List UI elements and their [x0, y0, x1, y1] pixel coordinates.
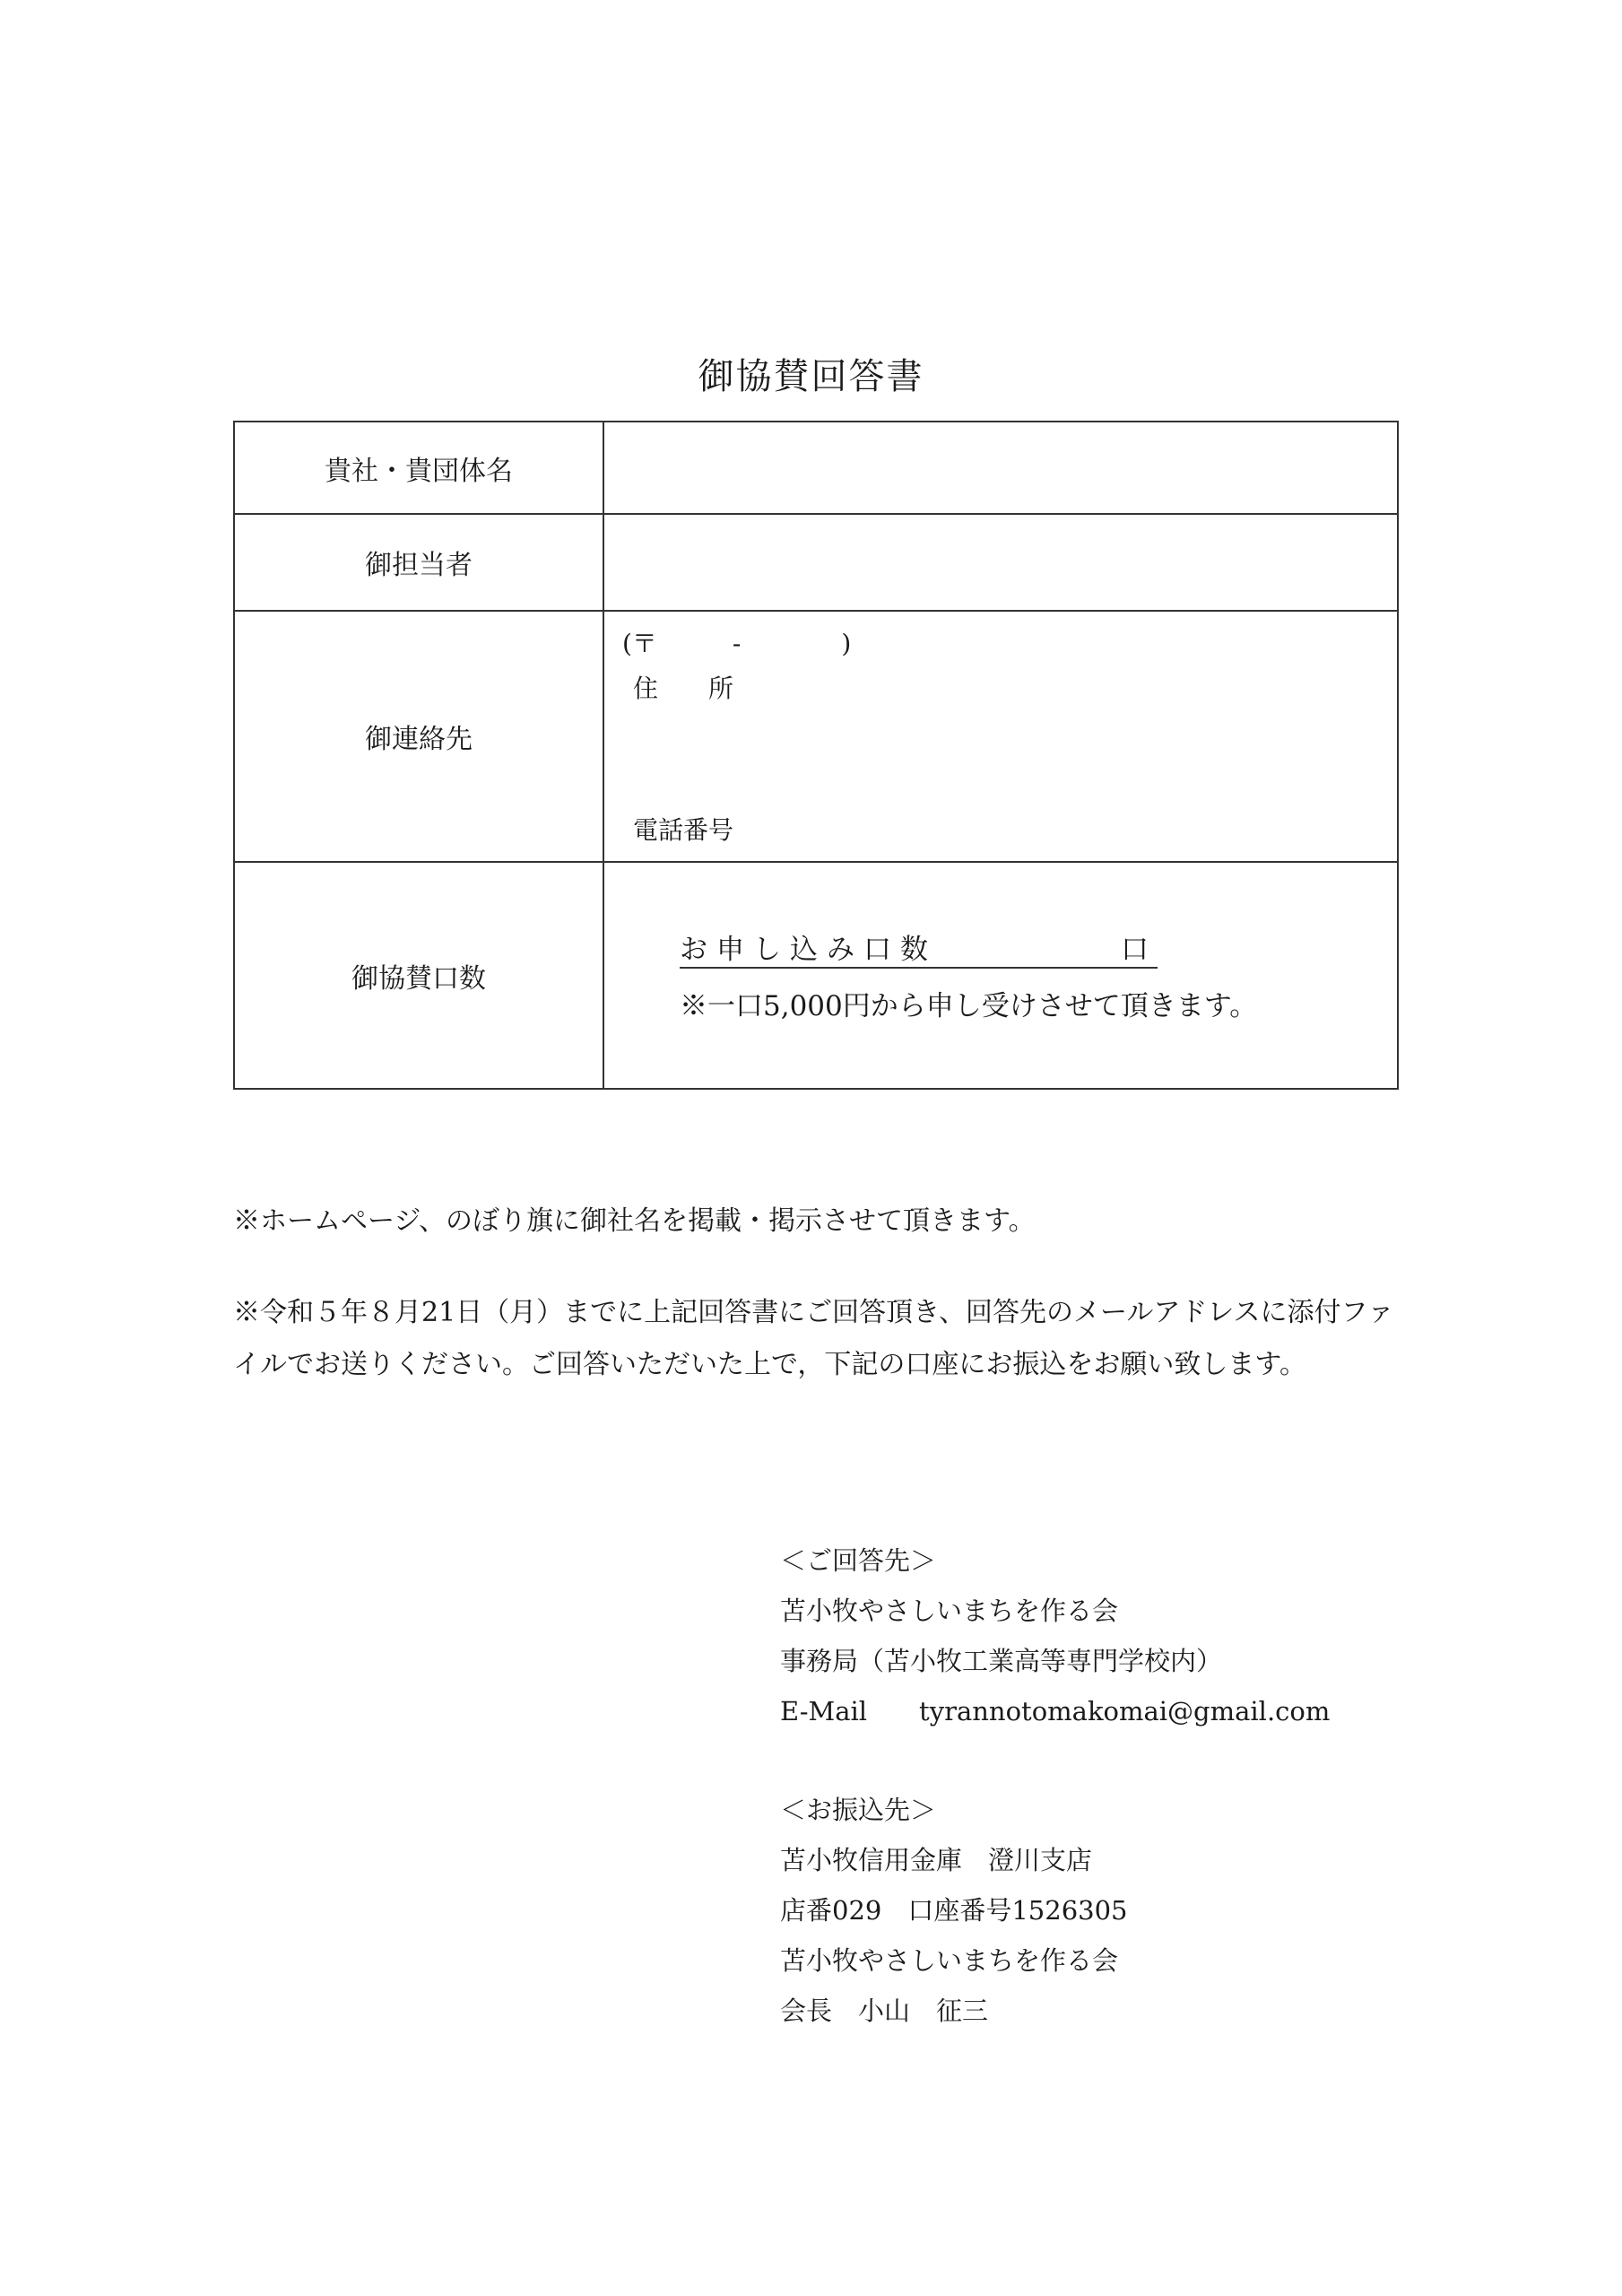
table-row — [234, 862, 1398, 1089]
address-label: 住 所 — [633, 674, 734, 703]
table-row — [234, 514, 1398, 611]
table-row — [234, 422, 1398, 514]
homepage-note: ※ホームページ、のぼり旗に御社名を掲載・掲示させて頂きます。 — [233, 1205, 1036, 1237]
reply-organization: 苫小牧やさしいまちを作る会 — [780, 1596, 1119, 1626]
contact-label: 御連絡先 — [234, 611, 603, 862]
deadline-note: ※令和５年８月21日（月）までに上記回答書にご回答頂き、回答先のメールアドレスに添付ファイルでお送りください。ご回答いただいた上で，下記の口座にお振込をお願い致します。 — [233, 1297, 1394, 1380]
reply-heading: ＜ご回答先＞ — [780, 1545, 937, 1576]
transfer-holder-name: 会長 小山 征三 — [780, 1996, 989, 2026]
page-title: 御協賛回答書 — [698, 356, 924, 397]
person-in-charge-label: 御担当者 — [234, 514, 603, 611]
transfer-bank: 苫小牧信用金庫 澄川支店 — [780, 1845, 1093, 1875]
reply-office: 事務局（苫小牧工業高等専門学校内） — [780, 1646, 1223, 1676]
contact-field[interactable] — [603, 611, 1398, 862]
transfer-holder-organization: 苫小牧やさしいまちを作る会 — [780, 1945, 1119, 1976]
response-form-table — [233, 421, 1399, 1090]
transfer-account-block — [780, 1785, 1128, 2036]
reply-email: E-Mail tyrannotomakomai@gmail.com — [780, 1696, 1331, 1726]
units-price-note: ※一口5,000円から申し受けさせて頂きます。 — [680, 990, 1258, 1022]
sponsorship-units-label: 御協賛口数 — [234, 862, 603, 1089]
person-in-charge-field[interactable] — [603, 514, 1398, 611]
transfer-heading: ＜お振込先＞ — [780, 1795, 937, 1825]
reply-address-block — [780, 1535, 1330, 1736]
phone-label: 電話番号 — [633, 815, 734, 845]
postal-code-field: (〒 - ) — [622, 629, 852, 658]
units-entry-line: お申し込み口数 口 — [680, 933, 1158, 969]
table-row — [234, 611, 1398, 862]
transfer-account-number: 店番029 口座番号1526305 — [780, 1895, 1128, 1926]
sponsorship-units-field[interactable] — [603, 862, 1398, 1089]
company-name-label: 貴社・貴団体名 — [234, 422, 603, 514]
company-name-field[interactable] — [603, 422, 1398, 514]
